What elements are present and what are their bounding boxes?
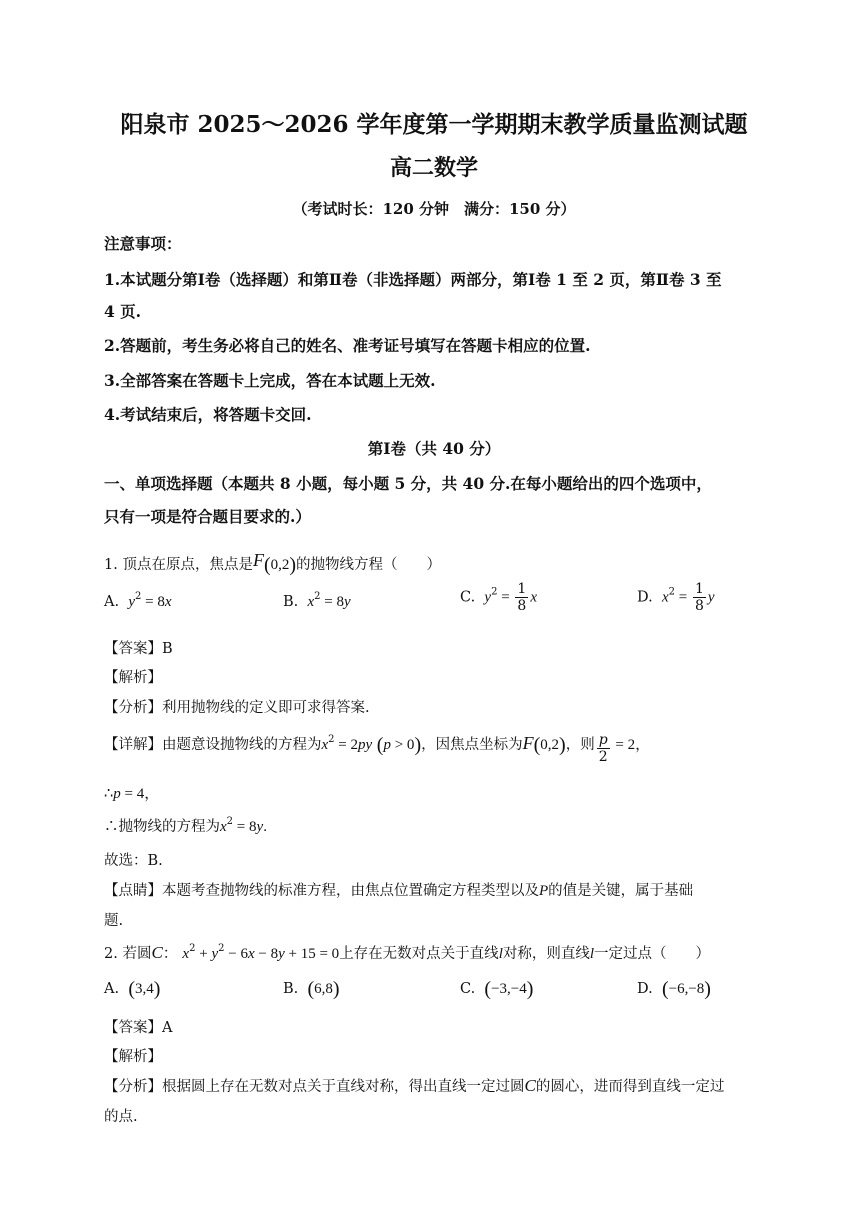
option-letter: B. (283, 981, 299, 997)
section-title: 第Ⅰ卷（共 40 分） (367, 439, 501, 458)
q1-choose: 故选：B. (104, 853, 163, 869)
q1-fenxi: 【分析】利用抛物线的定义即可求得答案. (104, 700, 370, 716)
question-2-stem: 2. 若圆C： $x^2 + y^2 - 6x - 8y + 15 = 0$上存在无数对点关于直线l对称，则直线l一定过点（ ） (104, 943, 711, 962)
note-item: 4.考试结束后，将答题卡交回. (104, 405, 312, 424)
q2-option-c: C. (−3,−4) (460, 978, 534, 1000)
q2-option-b: B. (6,8) (283, 978, 340, 1000)
q1-comment: 【点睛】本题考查抛物线的标准方程，由焦点位置确定方程类型以及P的值是关键，属于基础 (104, 883, 694, 899)
option-letter: C. (460, 981, 476, 997)
option-letter: D. (637, 981, 653, 997)
detail-text: ，因焦点坐标为 (421, 737, 523, 753)
option-letter: D. (637, 589, 653, 606)
therefore-symbol: ∴ (104, 786, 114, 802)
q1-analysis-label: 【解析】 (104, 670, 162, 686)
q1-step-equation: ∴抛物线的方程为$x^2 = 8y$. (104, 816, 267, 835)
note-item: 2.答题前，考生务必将自己的姓名、准考证号填写在答题卡相应的位置. (104, 336, 591, 355)
note-item: 3.全部答案在答题卡上完成，答在本试题上无效. (104, 371, 436, 390)
fenxi-text: 的圆心，进而得到直线一定过 (535, 1079, 725, 1095)
q1-option-c: C. $y^2$ = $\frac{1}{8}$ x (460, 581, 538, 614)
q2-fenxi-cont: 的点. (104, 1109, 138, 1125)
fenxi-text: 【分析】根据圆上存在无数对点关于直线对称，得出直线一定过圆 (104, 1079, 525, 1095)
comment-text: 的值是关键，属于基础 (548, 883, 694, 899)
option-letter: C. (460, 589, 476, 606)
note-item: 4 页. (104, 302, 142, 321)
subject-title: 高二数学 (389, 155, 478, 181)
option-letter: A. (104, 981, 120, 997)
q1-comment-cont: 题. (104, 913, 124, 929)
stem-text: 上存在无数对点关于直线 (339, 946, 499, 962)
q1-answer: 【答案】B (104, 641, 173, 657)
q2-fenxi: 【分析】根据圆上存在无数对点关于直线对称，得出直线一定过圆C的圆心，进而得到直线一定过 (104, 1076, 725, 1095)
question-1-stem: 1. 顶点在原点，焦点是F(0,2)的抛物线方程（ ） (104, 550, 442, 576)
section-instruction: 一、单项选择题（本题共 8 小题，每小题 5 分，共 40 分.在每小题给出的四个选项中， (104, 474, 712, 493)
q1-detail: 【详解】由题意设抛物线的方程为$x^2 = 2py$ (p > 0)，因焦点坐标为F(0,2)，则 $\frac{p}{2}$ = 2， (104, 732, 651, 765)
q2-answer: 【答案】A (104, 1020, 173, 1036)
exam-info: （考试时长：120 分钟 满分：150 分） (292, 200, 576, 218)
detail-text: 【详解】由题意设抛物线的方程为 (104, 737, 322, 753)
exam-title: 阳泉市 2025～2026 学年度第一学期期末教学质量监测试题 (120, 111, 748, 138)
option-letter: A. (104, 594, 120, 610)
q2-option-a: A. (3,4) (104, 978, 161, 1000)
stem-text: 对称，则直线 (502, 946, 590, 962)
detail-text: ，则 (565, 737, 595, 753)
q1-option-b: B. $x^2 = 8y$ (283, 591, 351, 610)
comment-text: 【点睛】本题考查抛物线的标准方程，由焦点位置确定方程类型以及 (104, 883, 539, 899)
stem-text: 1. 顶点在原点，焦点是 (104, 557, 253, 573)
option-letter: B. (283, 594, 299, 610)
stem-text: 一定过点（ ） (594, 946, 711, 962)
section-instruction: 只有一项是符合题目要求的.） (104, 507, 311, 526)
stem-text: 的抛物线方程（ ） (296, 557, 442, 573)
stem-text: 2. 若圆 (104, 946, 152, 962)
q1-option-d: D. $x^2$ = $\frac{1}{8}$ y (637, 581, 715, 614)
q2-analysis-label: 【解析】 (104, 1049, 162, 1065)
q1-step-p: ∴p = 4， (104, 786, 160, 802)
q2-option-d: D. (−6,−8) (637, 978, 711, 1000)
step-text: ∴抛物线的方程为 (104, 819, 220, 835)
notes-heading: 注意事项： (104, 234, 182, 253)
q1-option-a: A. $y^2 = 8x$ (104, 591, 172, 610)
note-item: 1.本试题分第Ⅰ卷（选择题）和第Ⅱ卷（非选择题）两部分，第Ⅰ卷 1 至 2 页，第Ⅱ卷 3 至 (104, 270, 722, 289)
